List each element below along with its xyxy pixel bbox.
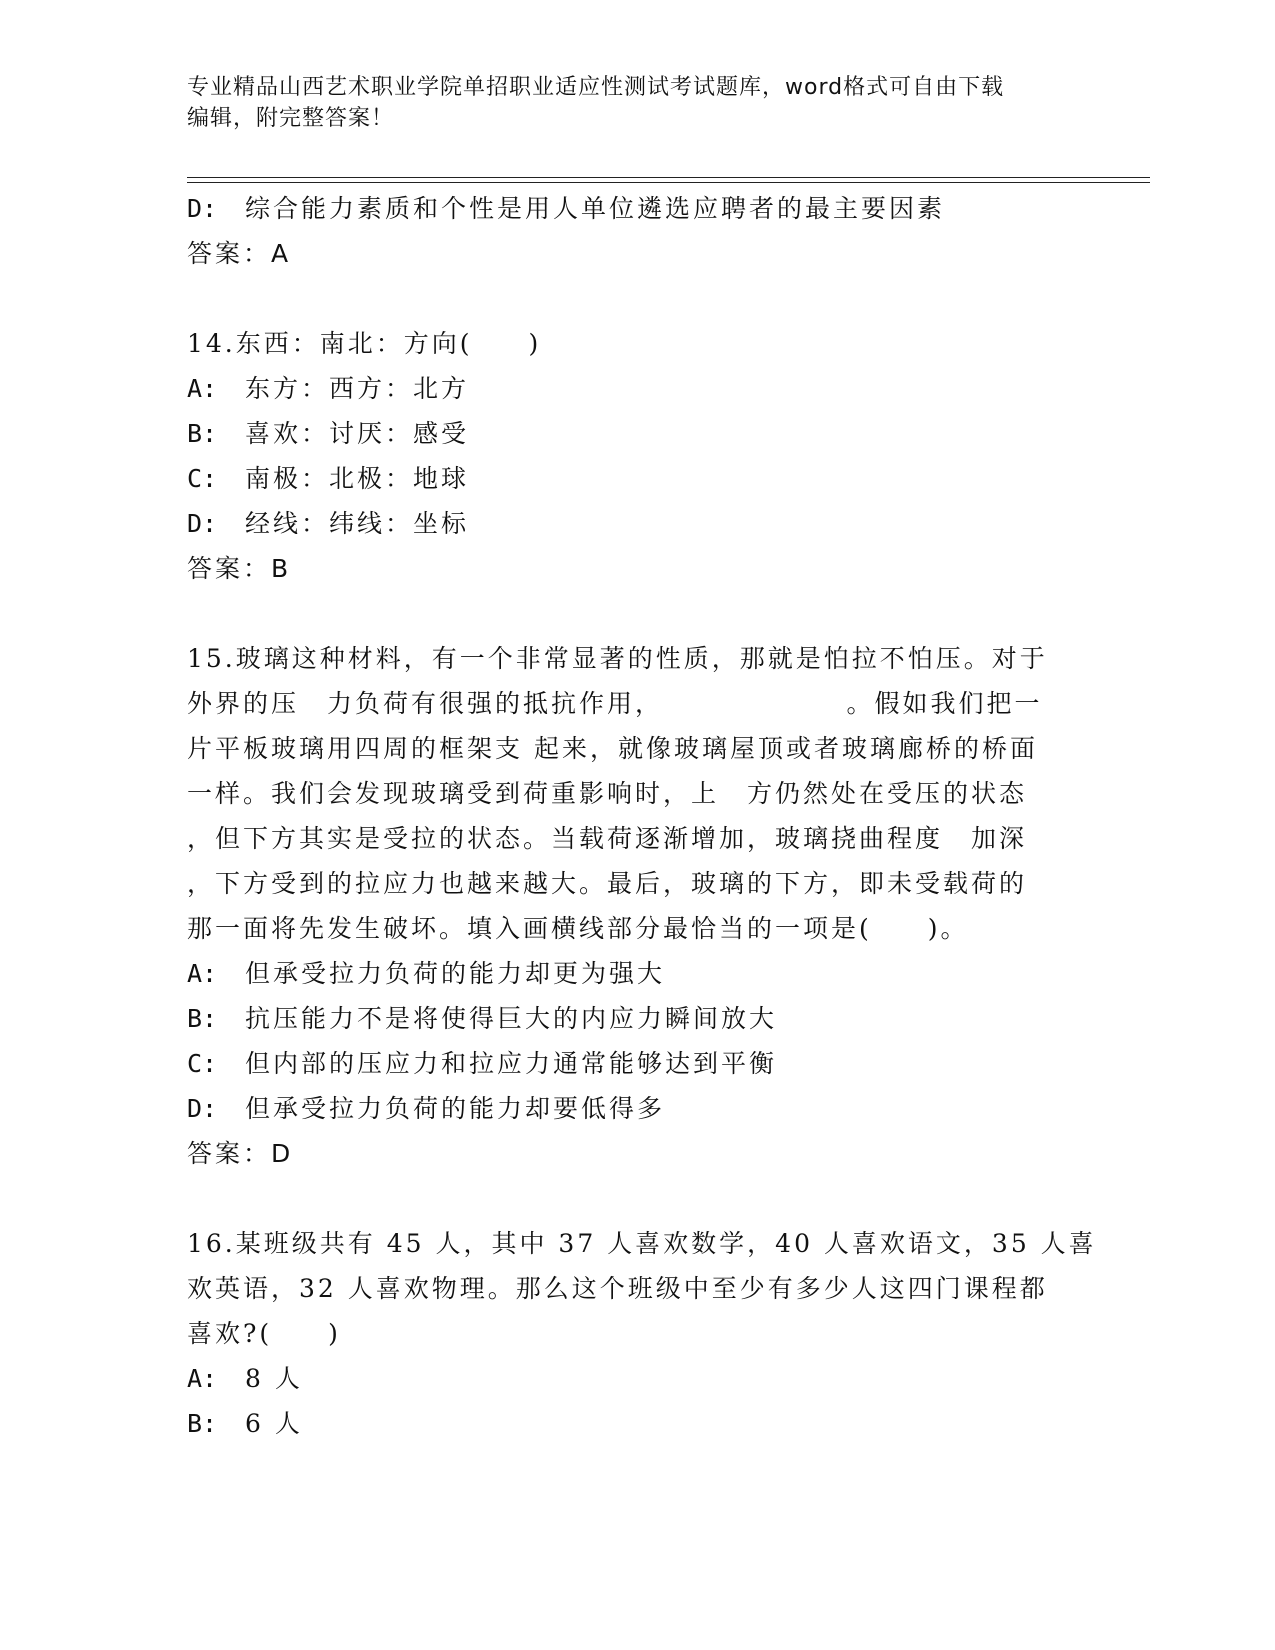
document-header: [187, 72, 1067, 134]
q14-option-d: [187, 501, 1087, 546]
option-letter: D:: [187, 1094, 218, 1123]
q15-option-d: [187, 1086, 1087, 1131]
q15-stem-line: 一样。我们会发现玻璃受到荷重影响时，上 方仍然处在受压的状态: [187, 779, 1028, 808]
q15-option-a: [187, 951, 1087, 996]
option-letter: C:: [187, 464, 218, 493]
option-letter: D:: [187, 194, 218, 223]
option-letter: B:: [187, 1409, 218, 1438]
spacer: [187, 591, 1087, 636]
q14-option-c: [187, 456, 1087, 501]
q16-option-b: [187, 1401, 1087, 1446]
document-body: [187, 186, 1097, 1446]
q15-stem-line: ，下方受到的拉应力也越来越大。最后，玻璃的下方，即未受载荷的: [187, 869, 1028, 898]
option-text: 6 人: [245, 1409, 303, 1438]
header-line-2: 编辑，附完整答案！: [187, 106, 395, 131]
option-letter: B:: [187, 419, 218, 448]
option-text: 但内部的压应力和拉应力通常能够达到平衡: [245, 1049, 778, 1078]
q16-option-a: [187, 1356, 1087, 1401]
q15-stem-line: 15.玻璃这种材料，有一个非常显著的性质，那就是怕拉不怕压。对于: [187, 644, 1048, 673]
option-text: 综合能力素质和个性是用人单位遴选应聘者的最主要因素: [245, 194, 946, 223]
q14-answer: 答案：B: [187, 554, 292, 583]
q15-answer: 答案：D: [187, 1139, 294, 1168]
header-rule-top: [187, 177, 1150, 178]
prev-option-d: [187, 186, 1087, 231]
q15-stem-line: 外界的压 力负荷有很强的抵抗作用， 。假如我们把一: [187, 689, 1043, 718]
option-text: 喜欢：讨厌：感受: [245, 419, 470, 448]
q15-stem-line: ，但下方其实是受拉的状态。当载荷逐渐增加，玻璃挠曲程度 加深: [187, 824, 1028, 853]
option-text: 抗压能力不是将使得巨大的内应力瞬间放大: [245, 1004, 778, 1033]
option-letter: C:: [187, 1049, 218, 1078]
option-text: 8 人: [245, 1364, 303, 1393]
option-text: 经线：纬线：坐标: [245, 509, 470, 538]
header-line-1: 专业精品山西艺术职业学院单招职业适应性测试考试题库，word格式可自由下载: [187, 75, 1005, 100]
q16-stem-line: 16.某班级共有 45 人，其中 37 人喜欢数学，40 人喜欢语文，35 人喜: [187, 1229, 1097, 1258]
option-letter: D:: [187, 509, 218, 538]
q14-stem: 14.东西：南北：方向( ): [187, 329, 542, 358]
option-letter: B:: [187, 1004, 218, 1033]
prev-answer: 答案：A: [187, 239, 292, 268]
q15-option-c: [187, 1041, 1087, 1086]
q16-stem-line: 喜欢?( ): [187, 1319, 341, 1348]
q15-stem-line: 片平板玻璃用四周的框架支 起来，就像玻璃屋顶或者玻璃廊桥的桥面: [187, 734, 1038, 763]
q15-option-b: [187, 996, 1087, 1041]
option-text: 东方：西方：北方: [245, 374, 470, 403]
option-text: 但承受拉力负荷的能力却更为强大: [245, 959, 666, 988]
option-letter: A:: [187, 959, 218, 988]
spacer: [187, 1176, 1087, 1221]
option-letter: A:: [187, 1364, 218, 1393]
option-text: 但承受拉力负荷的能力却要低得多: [245, 1094, 666, 1123]
q15-stem-line: 那一面将先发生破坏。填入画横线部分最恰当的一项是( )。: [187, 914, 969, 943]
spacer: [187, 276, 1087, 321]
q14-option-a: [187, 366, 1087, 411]
q14-option-b: [187, 411, 1087, 456]
option-text: 南极：北极：地球: [245, 464, 470, 493]
header-rule-bottom: [187, 182, 1150, 183]
option-letter: A:: [187, 374, 218, 403]
q16-stem-line: 欢英语，32 人喜欢物理。那么这个班级中至少有多少人这四门课程都: [187, 1274, 1048, 1303]
